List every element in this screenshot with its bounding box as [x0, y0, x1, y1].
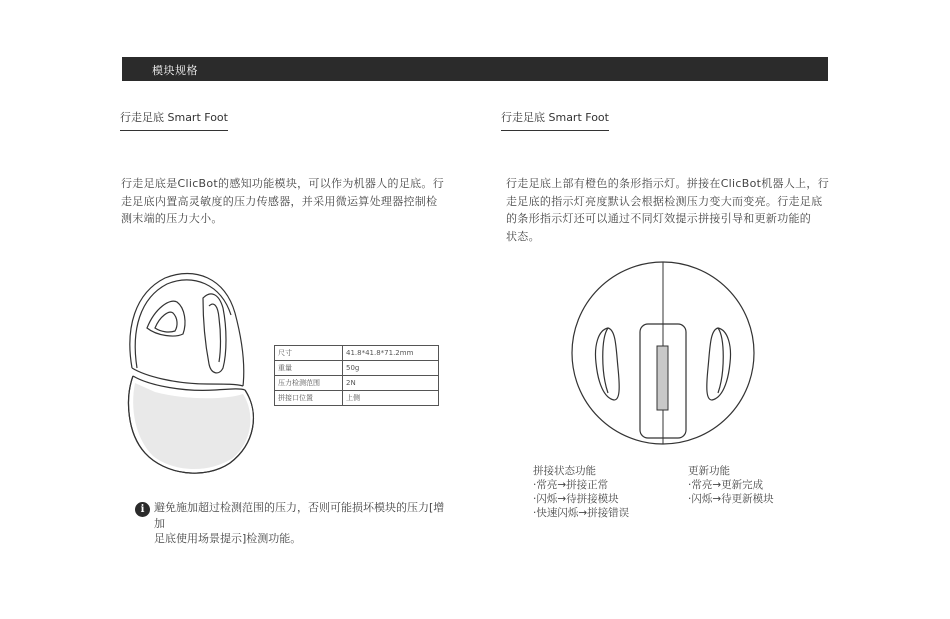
spec-label: 尺寸 — [275, 346, 343, 361]
left-description — [121, 175, 444, 228]
spec-value: 50g — [343, 361, 439, 376]
table-row — [275, 361, 439, 376]
right-description-line: 状态。 — [506, 229, 540, 243]
legend-splice — [533, 464, 629, 520]
legend-item: ·快速闪烁→拼接错误 — [533, 507, 630, 519]
spec-table — [274, 345, 439, 406]
right-description-line: 走足底的指示灯亮度默认会根据检测压力变大而变亮。行走足底 — [506, 194, 823, 208]
spec-value: 上侧 — [343, 391, 439, 406]
warning-line: 避免施加超过检测范围的压力，否则可能损坏模块的压力[增加 — [154, 501, 445, 530]
warning-line: 足底使用场景提示]检测功能。 — [154, 532, 302, 545]
legend-update-title: 更新功能 — [688, 465, 730, 477]
info-icon: i — [135, 502, 150, 517]
table-row — [275, 391, 439, 406]
right-description — [506, 175, 829, 245]
spec-value: 41.8*41.8*71.2mm — [343, 346, 439, 361]
right-section-title: 行走足底 Smart Foot — [501, 109, 609, 131]
header-bar — [122, 57, 828, 81]
spec-label: 重量 — [275, 361, 343, 376]
spec-label: 压力检测范围 — [275, 376, 343, 391]
legend-splice-title: 拼接状态功能 — [533, 465, 596, 477]
legend-update — [688, 464, 774, 506]
left-description-line: 走足底内置高灵敏度的压力传感器，并采用微运算处理器控制检 — [121, 194, 438, 208]
spec-value: 2N — [343, 376, 439, 391]
legend-item: ·闪烁→待更新模块 — [688, 493, 774, 505]
header-title: 模块规格 — [152, 64, 198, 77]
left-description-line: 行走足底是ClicBot的感知功能模块，可以作为机器人的足底。行 — [121, 177, 445, 190]
foot-top-illustration — [568, 258, 758, 448]
foot-side-illustration — [115, 268, 275, 483]
left-description-line: 测末端的压力大小。 — [121, 212, 223, 225]
warning-text — [154, 500, 454, 547]
left-section-title: 行走足底 Smart Foot — [120, 109, 228, 131]
legend-item: ·闪烁→待拼接模块 — [533, 493, 619, 505]
table-row — [275, 376, 439, 391]
right-description-line: 行走足底上部有橙色的条形指示灯。拼接在ClicBot机器人上，行 — [506, 177, 830, 190]
legend-item: ·常亮→更新完成 — [688, 479, 764, 491]
table-row — [275, 346, 439, 361]
spec-label: 拼接口位置 — [275, 391, 343, 406]
right-description-line: 的条形指示灯还可以通过不同灯效提示拼接引导和更新功能的 — [506, 212, 812, 225]
legend-item: ·常亮→拼接正常 — [533, 479, 609, 491]
